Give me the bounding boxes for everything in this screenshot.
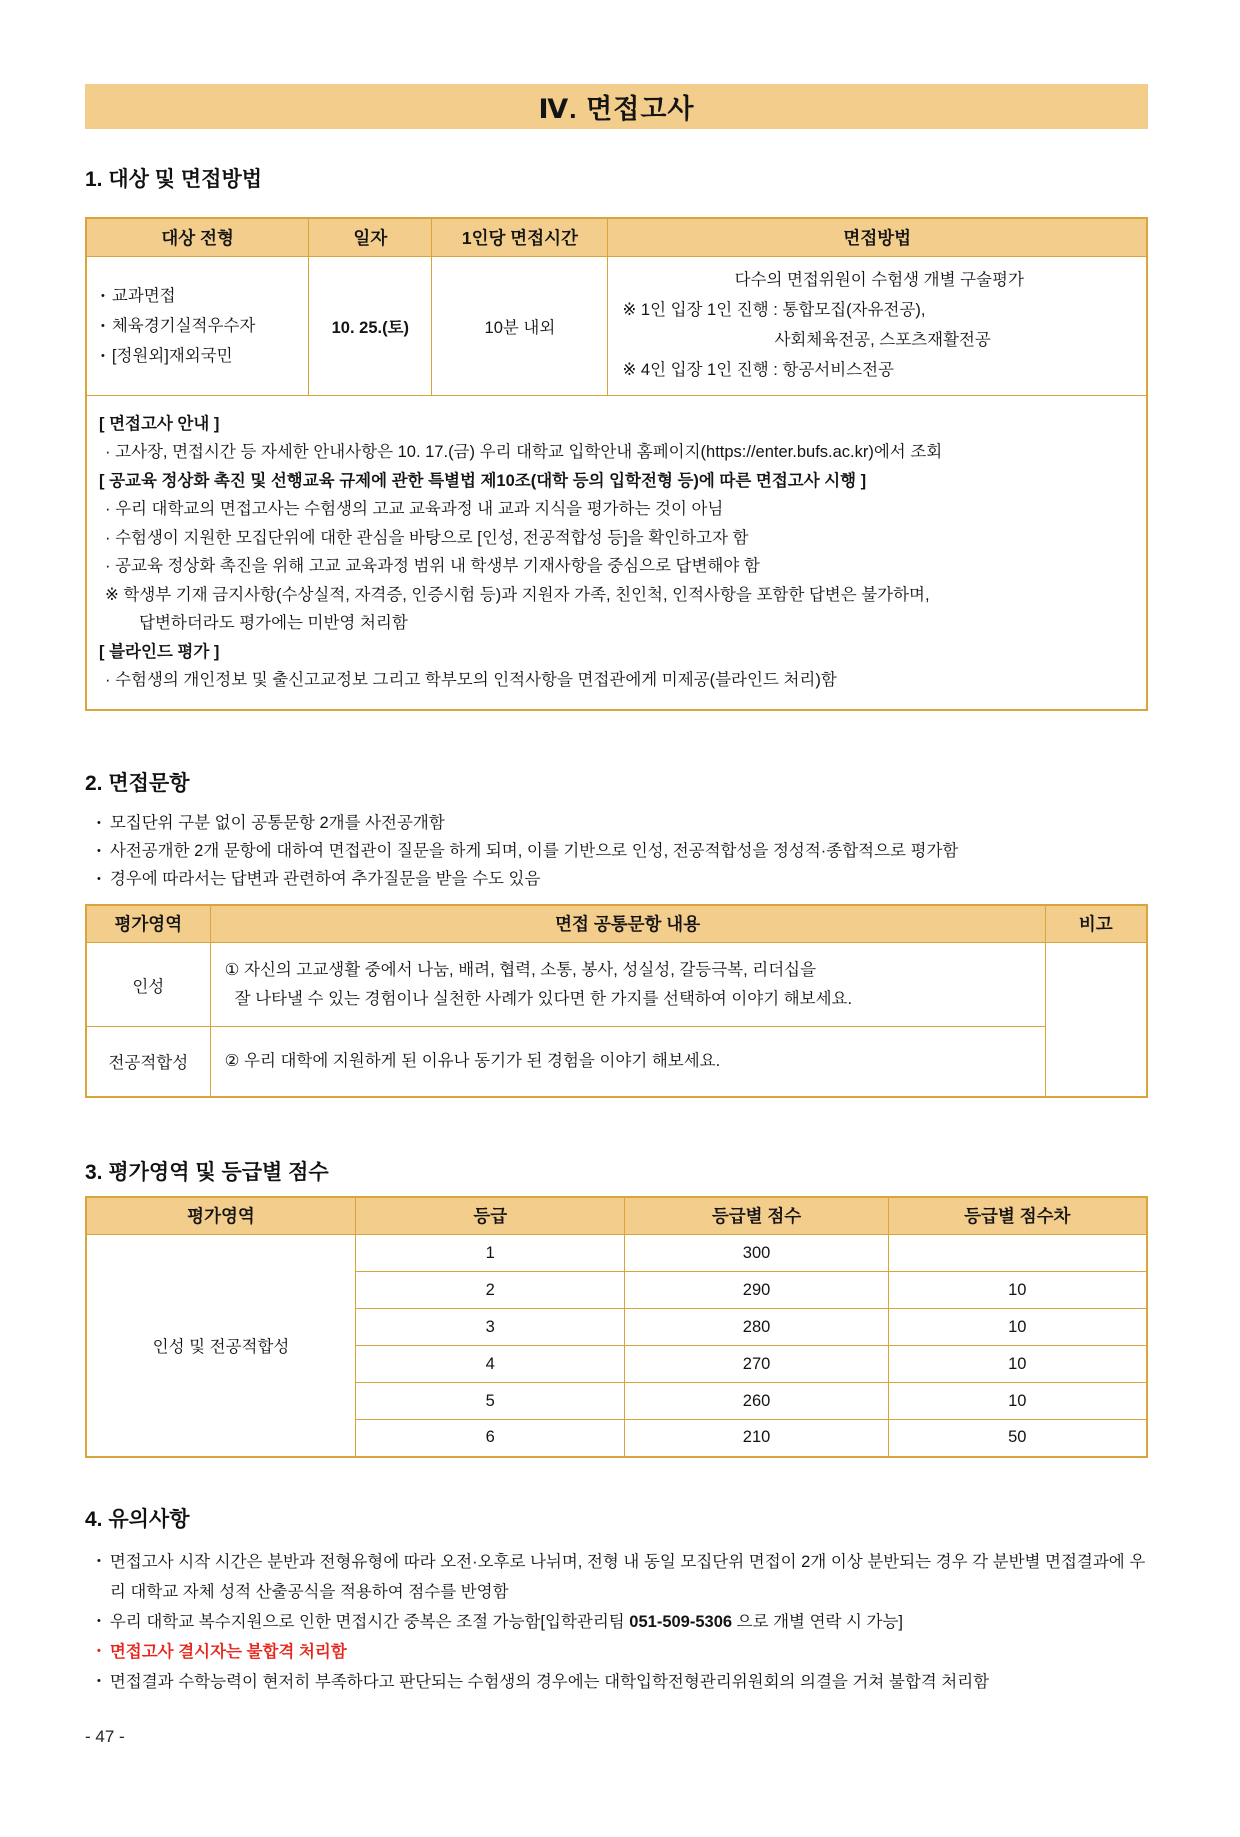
table-row <box>86 1235 1147 1272</box>
method-line: 사회체육전공, 스포츠재활전공 <box>774 330 991 349</box>
section3-heading: 3. 평가영역 및 등급별 점수 <box>85 1160 329 1184</box>
score-cell: 270 <box>625 1346 888 1383</box>
gap-cell <box>888 1235 1147 1272</box>
grade-cell: 4 <box>355 1346 624 1383</box>
section1-heading: 1. 대상 및 면접방법 <box>85 168 263 191</box>
section-banner <box>85 84 1148 129</box>
t2-header-content: 면접 공통문항 내용 <box>210 905 1045 943</box>
t1-header-date: 일자 <box>309 218 432 256</box>
document-page <box>0 84 1240 1697</box>
note-line: 답변하더라도 평가에는 미반영 처리함 <box>139 614 408 632</box>
target-admission-types <box>86 256 309 395</box>
t3-header-area: 평가영역 <box>86 1197 355 1235</box>
score-cell: 210 <box>625 1420 888 1457</box>
banner-title: Ⅳ. 면접고사 <box>538 94 695 124</box>
table-row <box>86 943 1147 1027</box>
bullet-icon: • <box>97 872 101 885</box>
bullet-icon: • <box>101 349 105 362</box>
grade-score-table <box>85 1196 1148 1458</box>
section4-heading: 4. 유의사항 <box>85 1507 190 1531</box>
table-header-row <box>86 1197 1147 1235</box>
note-line: · 고사장, 면접시간 등 자세한 안내사항은 10. 17.(금) 우리 대학교 입학안내 홈페이지(https://enter.bufs.ac.kr)에서 조회 <box>105 443 943 461</box>
table-header-row <box>86 218 1147 256</box>
interview-notes <box>86 395 1147 710</box>
gap-cell: 10 <box>888 1272 1147 1309</box>
bullet-text: 면접고사 시작 시간은 분반과 전형유형에 따라 오전·오후로 나뉘며, 전형 내 동일 모집단위 면접이 2개 이상 분반되는 경우 각 분반별 면접결과에 우리 대학교 자체 성적 산출공식을 적용하여 점수를 반영함 <box>109 1552 1146 1601</box>
grade-cell: 2 <box>355 1272 624 1309</box>
list-item <box>85 865 1148 893</box>
t1-header-duration: 1인당 면접시간 <box>432 218 608 256</box>
bullet-text: 경우에 따라서는 답변과 관련하여 추가질문을 받을 수도 있음 <box>109 869 541 888</box>
score-cell: 280 <box>625 1309 888 1346</box>
evaluation-area: 인성 <box>86 943 210 1027</box>
interview-date: 10. 25.(토) <box>309 256 432 395</box>
note-line: · 수험생의 개인정보 및 출신고교정보 그리고 학부모의 인적사항을 면접관에게 미제공(블라인드 처리)함 <box>105 671 837 689</box>
interview-method <box>608 256 1147 395</box>
t2-header-remark: 비고 <box>1045 905 1147 943</box>
table-row <box>86 1027 1147 1097</box>
grade-cell: 5 <box>355 1383 624 1420</box>
page-number: - 47 - <box>85 1726 125 1746</box>
score-cell: 300 <box>625 1235 888 1272</box>
question-content: ② 우리 대학에 지원하게 된 이유나 동기가 된 경험을 이야기 해보세요. <box>210 1027 1045 1097</box>
t3-header-score: 등급별 점수 <box>625 1197 888 1235</box>
note-line: ※ 학생부 기재 금지사항(수상실적, 자격증, 인증시험 등)과 지원자 가족, 친인척, 인적사항을 포함한 답변은 불가하며, <box>105 585 930 604</box>
method-line: ※ 4인 입장 1인 진행 : 항공서비스전공 <box>622 360 894 379</box>
grade-cell: 3 <box>355 1309 624 1346</box>
target-type: 교과면접 <box>111 286 176 305</box>
table-row <box>86 256 1147 395</box>
question-content <box>210 943 1045 1027</box>
bullet-icon: • <box>97 816 101 829</box>
bullet-icon: • <box>97 1614 101 1627</box>
list-item <box>85 1547 1148 1607</box>
warning-text: 면접고사 결시자는 불합격 처리함 <box>109 1642 347 1661</box>
gap-cell: 50 <box>888 1420 1147 1457</box>
question-line: 잘 나타낼 수 있는 경험이나 실천한 사례가 있다면 한 가지를 선택하여 이야기 해보세요. <box>234 989 853 1008</box>
bullet2-suffix: 으로 개별 연락 시 가능] <box>732 1612 904 1631</box>
score-cell: 260 <box>625 1383 888 1420</box>
target-type: [정원외]재외국민 <box>111 346 233 365</box>
section2-heading: 2. 면접문항 <box>85 771 190 795</box>
common-questions-table <box>85 904 1148 1098</box>
table-header-row <box>86 905 1147 943</box>
list-item <box>85 1667 1148 1697</box>
list-item <box>85 809 1148 837</box>
section4-bullets <box>85 1547 1148 1697</box>
remark-cell <box>1045 943 1147 1097</box>
interview-method-table <box>85 217 1148 711</box>
t3-header-grade: 등급 <box>355 1197 624 1235</box>
target-type: 체육경기실적우수자 <box>111 316 256 335</box>
list-item <box>101 311 300 341</box>
table-notes-row <box>86 395 1147 710</box>
grade-cell: 1 <box>355 1235 624 1272</box>
bullet-text <box>110 1607 903 1637</box>
note-line: · 공교육 정상화 촉진을 위해 고교 교육과정 범위 내 학생부 기재사항을 중심으로 답변해야 함 <box>105 557 760 575</box>
list-item <box>101 281 300 311</box>
t3-header-score-gap: 등급별 점수차 <box>888 1197 1147 1235</box>
bullet-icon: • <box>97 1674 101 1687</box>
t1-header-target: 대상 전형 <box>86 218 309 256</box>
interview-duration: 10분 내외 <box>432 256 608 395</box>
bullet-icon: • <box>97 1644 101 1657</box>
bullet-icon: • <box>97 1554 101 1567</box>
note-title: [ 면접고사 안내 ] <box>99 414 220 433</box>
bullet-text: 면접결과 수학능력이 현저히 부족하다고 판단되는 수험생의 경우에는 대학입학전형관리위원회의 의결을 거쳐 불합격 처리함 <box>109 1672 990 1691</box>
list-item-warning <box>85 1637 1148 1667</box>
gap-cell: 10 <box>888 1309 1147 1346</box>
bullet-icon: • <box>97 844 101 857</box>
note-line: · 우리 대학교의 면접고사는 수험생의 고교 교육과정 내 교과 지식을 평가하는 것이 아님 <box>105 500 724 518</box>
list-item <box>85 837 1148 865</box>
question-line: ① 자신의 고교생활 중에서 나눔, 배려, 협력, 소통, 봉사, 성실성, 갈등극복, 리더십을 <box>224 960 817 979</box>
bullet-icon: • <box>101 319 105 332</box>
bullet-text: 모집단위 구분 없이 공통문항 2개를 사전공개함 <box>109 813 445 832</box>
section2-bullets <box>85 809 1148 893</box>
merged-evaluation-area: 인성 및 전공적합성 <box>86 1235 355 1457</box>
evaluation-area: 전공적합성 <box>86 1027 210 1097</box>
grade-cell: 6 <box>355 1420 624 1457</box>
note-line: · 수험생이 지원한 모집단위에 대한 관심을 바탕으로 [인성, 전공적합성 등]을 확인하고자 함 <box>105 528 749 547</box>
method-line: ※ 1인 입장 1인 진행 : 통합모집(자유전공), <box>622 300 926 319</box>
t2-header-area: 평가영역 <box>86 905 210 943</box>
gap-cell: 10 <box>888 1346 1147 1383</box>
score-cell: 290 <box>625 1272 888 1309</box>
phone-number: 051-509-5306 <box>629 1612 733 1631</box>
bullet-text: 사전공개한 2개 문항에 대하여 면접관이 질문을 하게 되며, 이를 기반으로 인성, 전공적합성을 정성적·종합적으로 평가함 <box>109 841 959 860</box>
note-title: [ 블라인드 평가 ] <box>99 642 220 661</box>
list-item <box>101 341 300 371</box>
bullet-icon: • <box>101 289 105 302</box>
note-title: [ 공교육 정상화 촉진 및 선행교육 규제에 관한 특별법 제10조(대학 등의 입학전형 등)에 따른 면접고사 시행 ] <box>99 471 867 490</box>
list-item <box>85 1607 1148 1637</box>
bullet2-prefix: 우리 대학교 복수지원으로 인한 면접시간 중복은 조절 가능함[입학관리팀 <box>109 1612 630 1631</box>
t1-header-method: 면접방법 <box>608 218 1147 256</box>
gap-cell: 10 <box>888 1383 1147 1420</box>
method-line: 다수의 면접위원이 수험생 개별 구술평가 <box>734 270 1024 289</box>
